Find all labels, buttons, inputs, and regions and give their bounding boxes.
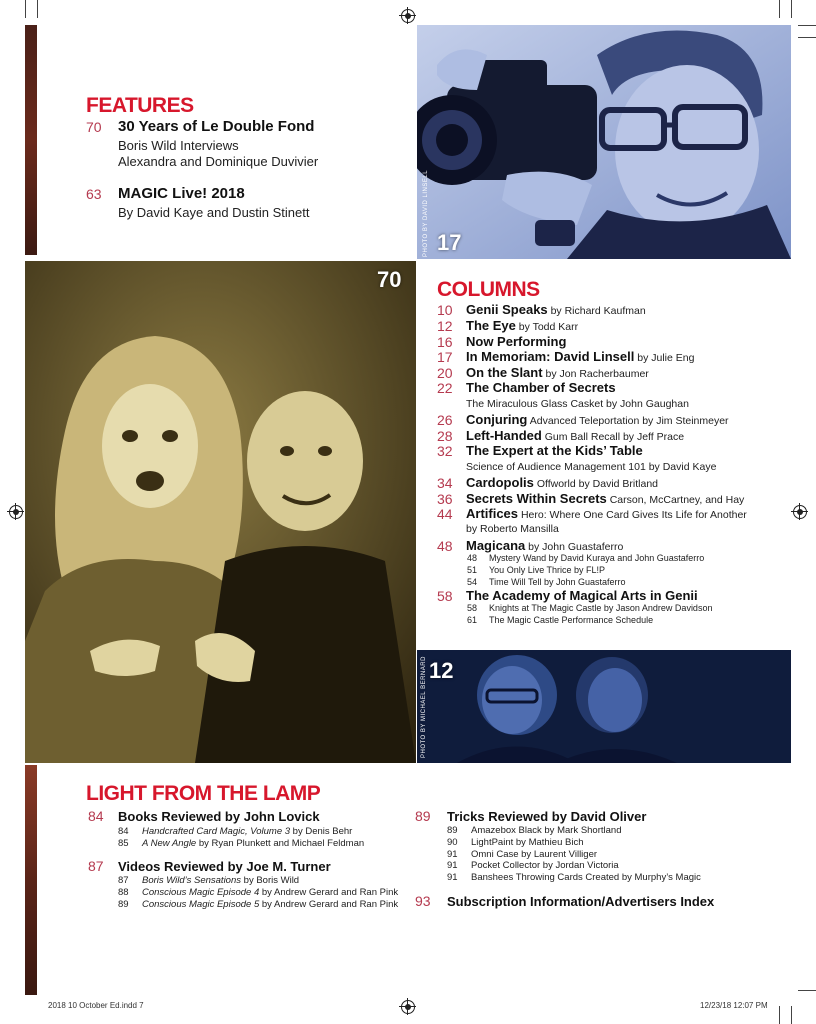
footer-filename: 2018 10 October Ed.indd 7 [48, 1001, 144, 1010]
column-page: 20 [437, 365, 453, 381]
videos-review-title[interactable]: Videos Reviewed by Joe M. Turner [118, 859, 331, 874]
column-page: 48 [437, 538, 453, 554]
bleed-strip [25, 25, 37, 255]
lamp-page: 84 [88, 808, 104, 824]
column-page: 36 [437, 491, 453, 507]
crop-mark [25, 0, 26, 18]
column-title: Conjuring Advanced Teleportation by Jim Steinmeyer [466, 412, 729, 427]
lamp-sub-entry: 88 Conscious Magic Episode 4 by Andrew Gerard and Ran Pink [118, 887, 399, 898]
column-page: 34 [437, 475, 453, 491]
column-title: The Expert at the Kids’ Table [466, 443, 643, 458]
lamp-page: 89 [415, 808, 431, 824]
feature-title[interactable]: 30 Years of Le Double Fond [118, 118, 315, 135]
crop-mark [798, 25, 816, 26]
column-page: 26 [437, 412, 453, 428]
crop-mark [779, 1006, 780, 1024]
tricks-review-title[interactable]: Tricks Reviewed by David Oliver [447, 809, 647, 824]
photo-credit: PHOTO BY MICHAEL BERNARD [421, 656, 427, 758]
column-title: The Eye by Todd Karr [466, 318, 579, 333]
features-heading: FEATURES [86, 94, 194, 117]
lamp-sub-entry: 91 Omni Case by Laurent Villiger [447, 849, 598, 860]
bleed-strip [25, 765, 37, 995]
columns-heading: COLUMNS [437, 278, 540, 301]
photo-page-number: 17 [437, 230, 462, 255]
photo-credit: PHOTO BY DAVID LINSELL [423, 169, 429, 257]
feature-title[interactable]: MAGIC Live! 2018 [118, 185, 245, 202]
lamp-sub-entry: 85 A New Angle by Ryan Plunkett and Michael Feldman [118, 838, 365, 849]
lamp-page: 93 [415, 893, 431, 909]
feature-subtitle: By David Kaye and Dustin Stinett [118, 205, 310, 220]
column-subtitle: Science of Audience Management 101 by David Kaye [466, 461, 717, 473]
lamp-sub-entry: 90 LightPaint by Mathieu Bich [447, 837, 584, 848]
column-page: 10 [437, 302, 453, 318]
column-page: 44 [437, 506, 453, 522]
feature-page: 63 [86, 186, 102, 202]
column-title: Genii Speaks by Richard Kaufman [466, 302, 646, 317]
books-review-title[interactable]: Books Reviewed by John Lovick [118, 809, 320, 824]
column-title: Now Performing [466, 334, 567, 349]
lamp-sub-entry: 87 Boris Wild’s Sensations by Boris Wild [118, 875, 300, 886]
registration-mark-icon [9, 505, 23, 519]
column-page: 16 [437, 334, 453, 350]
registration-mark-icon [401, 1000, 415, 1014]
footer-timestamp: 12/23/18 12:07 PM [700, 1001, 768, 1010]
column-title: Artifices Hero: Where One Card Gives Its Life for Another [466, 506, 747, 521]
lamp-heading: LIGHT FROM THE LAMP [86, 782, 321, 805]
column-subtitle: The Miraculous Glass Casket by John Gaughan [466, 398, 689, 410]
column-title: The Academy of Magical Arts in Genii [466, 588, 698, 603]
photo-page-number: 70 [377, 267, 402, 292]
column-subtitle: by Roberto Mansilla [466, 523, 559, 535]
duvivier-photo-art [25, 261, 416, 763]
crop-mark [37, 0, 38, 18]
subscription-title[interactable]: Subscription Information/Advertisers Index [447, 894, 715, 909]
lamp-page: 87 [88, 858, 104, 874]
crop-mark [798, 990, 816, 991]
lamp-sub-entry: 91 Pocket Collector by Jordan Victoria [447, 860, 619, 871]
registration-mark-icon [401, 9, 415, 23]
magicians-photo-art [417, 650, 791, 763]
column-page: 17 [437, 349, 453, 365]
column-title: In Memoriam: David Linsell by Julie Eng [466, 349, 695, 364]
column-title: Cardopolis Offworld by David Britland [466, 475, 659, 490]
column-title: Magicana by John Guastaferro [466, 538, 624, 553]
registration-mark-icon [793, 505, 807, 519]
column-page: 12 [437, 318, 453, 334]
feature-subtitle: Boris Wild Interviews [118, 138, 239, 153]
duvivier-photo [25, 261, 416, 763]
lamp-sub-entry: 84 Handcrafted Card Magic, Volume 3 by Denis Behr [118, 826, 353, 837]
column-page: 58 [437, 588, 453, 604]
column-page: 22 [437, 380, 453, 396]
crop-mark [791, 1006, 792, 1024]
lamp-sub-entry: 89 Amazebox Black by Mark Shortland [447, 825, 622, 836]
crop-mark [779, 0, 780, 18]
photographer-photo [417, 25, 791, 259]
crop-mark [791, 0, 792, 18]
photographer-photo-art [417, 25, 791, 259]
column-title: On the Slant by Jon Racherbaumer [466, 365, 649, 380]
crop-mark [798, 37, 816, 38]
column-page: 32 [437, 443, 453, 459]
lamp-sub-entry: 91 Banshees Throwing Cards Created by Murphy’s Magic [447, 872, 701, 883]
lamp-sub-entry: 89 Conscious Magic Episode 5 by Andrew Gerard and Ran Pink [118, 899, 399, 910]
feature-subtitle: Alexandra and Dominique Duvivier [118, 154, 319, 169]
column-title: The Chamber of Secrets [466, 380, 616, 395]
photo-page-number: 12 [429, 658, 454, 683]
column-page: 28 [437, 428, 453, 444]
magicians-photo [417, 650, 791, 763]
column-title: Left-Handed Gum Ball Recall by Jeff Prace [466, 428, 685, 443]
column-title: Secrets Within Secrets Carson, McCartney, and Hay [466, 491, 745, 506]
feature-page: 70 [86, 119, 102, 135]
